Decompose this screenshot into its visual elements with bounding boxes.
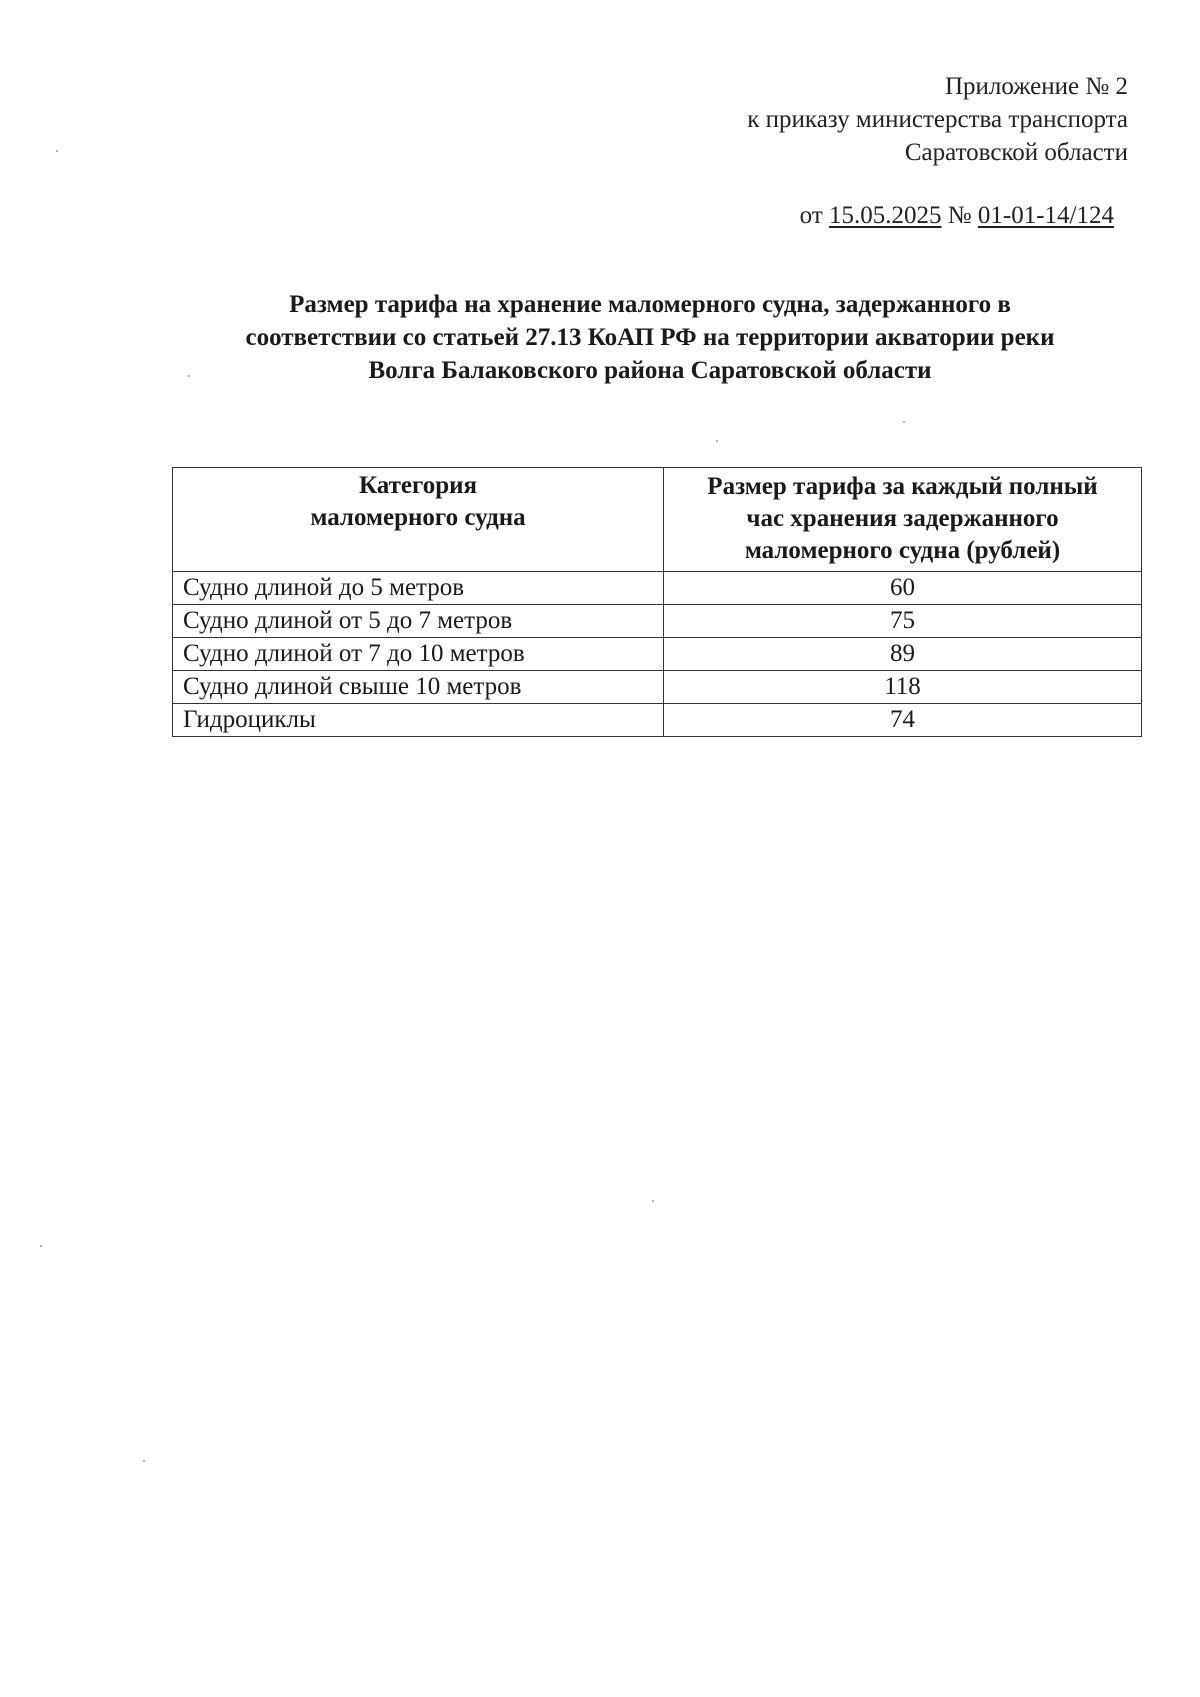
title-line: Волга Балаковского района Саратовской области: [368, 357, 932, 384]
tariff-cell: 89: [664, 638, 1142, 671]
scan-speck: [903, 421, 905, 423]
table-row: [173, 671, 1142, 704]
tariff-cell: 75: [664, 605, 1142, 638]
order-date: 15.05.2025: [829, 202, 942, 229]
table-row: [173, 572, 1142, 605]
title-line: Размер тарифа на хранение маломерного судна, задержанного в: [289, 291, 1011, 318]
category-cell: Судно длиной свыше 10 метров: [173, 671, 664, 704]
table-header-row: [173, 468, 1142, 572]
title-line: соответствии со статьей 27.13 КоАП РФ на территории акватории реки: [245, 324, 1055, 351]
appendix-header: [747, 70, 1128, 169]
table-row: [173, 704, 1142, 737]
scan-speck: [188, 375, 190, 377]
scan-speck: [40, 1245, 42, 1247]
category-cell: Судно длиной от 5 до 7 метров: [173, 605, 664, 638]
tariff-cell: 118: [664, 671, 1142, 704]
tariff-cell: 74: [664, 704, 1142, 737]
order-number: 01-01-14/124: [977, 202, 1114, 229]
scan-speck: [652, 1200, 654, 1202]
order-date-number: [800, 202, 1114, 230]
appendix-order-ref: к приказу министерства транспорта: [747, 106, 1128, 133]
scan-speck: [716, 440, 718, 442]
scan-speck: [143, 1460, 145, 1462]
category-cell: Гидроциклы: [173, 704, 664, 737]
column-header-category: Категория маломерного судна: [173, 468, 664, 572]
order-prefix: от: [799, 202, 823, 229]
category-cell: Судно длиной до 5 метров: [173, 572, 664, 605]
document-title: [180, 288, 1120, 387]
tariff-cell: 60: [664, 572, 1142, 605]
appendix-region: Саратовской области: [904, 139, 1128, 166]
column-header-tariff: Размер тарифа за каждый полный час хранения задержанного маломерного судна (рублей): [664, 468, 1142, 572]
category-cell: Судно длиной от 7 до 10 метров: [173, 638, 664, 671]
tariff-table: [172, 467, 1142, 737]
order-number-sign: №: [947, 202, 972, 229]
appendix-number: Приложение № 2: [944, 73, 1128, 100]
table-row: [173, 605, 1142, 638]
scan-speck: [56, 150, 58, 152]
table-row: [173, 638, 1142, 671]
